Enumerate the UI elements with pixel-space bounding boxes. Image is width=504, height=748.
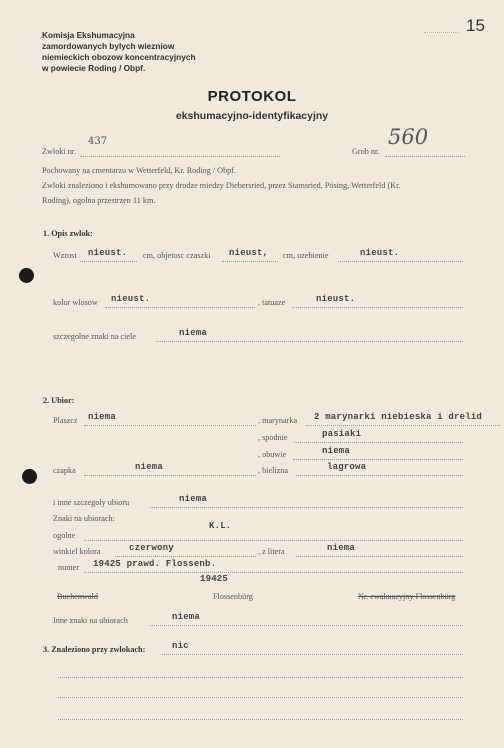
ogolne-label: ogolne	[53, 531, 76, 540]
buchenwald-label: Buchenwald	[57, 592, 98, 601]
spodnie-value: pasiaki	[322, 429, 362, 439]
numer-value-2: 19425	[200, 574, 229, 584]
czaszka-label: cm, objetosc czaszki	[143, 251, 211, 260]
tatuaze-value: nieust.	[316, 294, 356, 304]
org-line-2: zamordowanych bylych wiezniow	[42, 41, 175, 51]
kolor-value: nieust.	[111, 294, 151, 304]
znaleziono-line-1: Zwloki znaleziono i ekshumowano przy drodze miedzy Diebersried, przez Stamsried, Pösing, Wetterfeld (Kr.	[42, 181, 401, 190]
tatuaze-label: , tatuaze	[258, 298, 286, 307]
marynarka-value: 2 marynarki niebieska i drelid	[314, 412, 483, 422]
litera-value: niema	[327, 543, 356, 553]
czapka-label: czapka	[53, 466, 76, 475]
ogolne-value: K.L.	[209, 521, 232, 531]
znaki-ciele-value: niema	[179, 328, 208, 338]
punch-hole-1	[19, 268, 34, 283]
inne-szczegoly-value: niema	[179, 494, 208, 504]
wzrost-value: nieust.	[88, 248, 128, 258]
plaszcz-label: Plaszcz	[53, 416, 78, 425]
znaki-ubiorach-label: Znaki na ubiorach:	[53, 514, 115, 523]
numer-value: 19425 prawd. Flossenb.	[93, 559, 217, 569]
wzrost-label: Wzrost	[53, 251, 77, 260]
grob-value: 560	[388, 125, 429, 149]
zwloki-label: Zwloki nr.	[42, 147, 77, 156]
flossenburg-label: Flossenbürg	[213, 592, 253, 601]
inne-szczegoly-label: i inne szczegoly ubioru	[53, 498, 130, 507]
obuwie-label: , obuwie	[258, 450, 287, 459]
section-1-heading: 1. Opis zwlok:	[43, 229, 93, 238]
inne-znaki-label: Inne znaki na ubiorach	[53, 616, 128, 625]
top-scribble	[424, 32, 458, 33]
zwloki-value: 437	[88, 136, 108, 147]
znaleziono-line-2: Roding), ogolna przestrzen 11 km.	[42, 196, 156, 205]
winkiel-label: winkiel kolora	[53, 547, 101, 556]
org-line-4: w powiecie Roding / Obpf.	[42, 63, 146, 73]
bielizna-value: lagrowa	[327, 462, 367, 472]
section-3-value: nic	[172, 641, 189, 651]
section-2-heading: 2. Ubior:	[43, 396, 75, 405]
znaki-ciele-label: szczegolne znaki na ciele	[53, 332, 136, 341]
bielizna-label: , bielizna	[258, 466, 289, 475]
pochowany-text: Pochowany na cmentarzu w Wetterfeld, Kr. Roding / Obpf.	[42, 166, 237, 175]
czapka-value: niema	[135, 462, 164, 472]
org-line-1: Komisja Ekshumacyjna	[42, 30, 135, 40]
section-3-heading: 3. Znaleziono przy zwlokach:	[43, 645, 146, 654]
grob-label: Grob nr.	[352, 147, 380, 156]
kolor-label: kolor wlosow	[53, 298, 98, 307]
numer-label: numer	[58, 563, 79, 572]
czaszka-value: nieust,	[229, 248, 269, 258]
document-subtitle: ekshumacyjno-identyfikacyjny	[175, 110, 329, 122]
plaszcz-value: niema	[88, 412, 117, 422]
document-title: PROTOKOL	[207, 88, 297, 105]
uzebienie-label: cm, uzebienie	[283, 251, 329, 260]
uzebienie-value: nieust.	[360, 248, 400, 258]
nr-ewakuacyjny-label: Nr. ewakuacyjny Flossenbürg	[358, 592, 456, 601]
inne-znaki-value: niema	[172, 612, 201, 622]
obuwie-value: niema	[322, 446, 351, 456]
page-number: 15	[466, 16, 485, 35]
spodnie-label: , spodnie	[258, 433, 288, 442]
winkiel-value: czerwony	[129, 543, 174, 553]
litera-label: , z litera	[258, 547, 285, 556]
punch-hole-2	[22, 469, 37, 484]
marynarka-label: , marynarka	[258, 416, 298, 425]
org-line-3: niemieckich obozow koncentracyjnych	[42, 52, 196, 62]
